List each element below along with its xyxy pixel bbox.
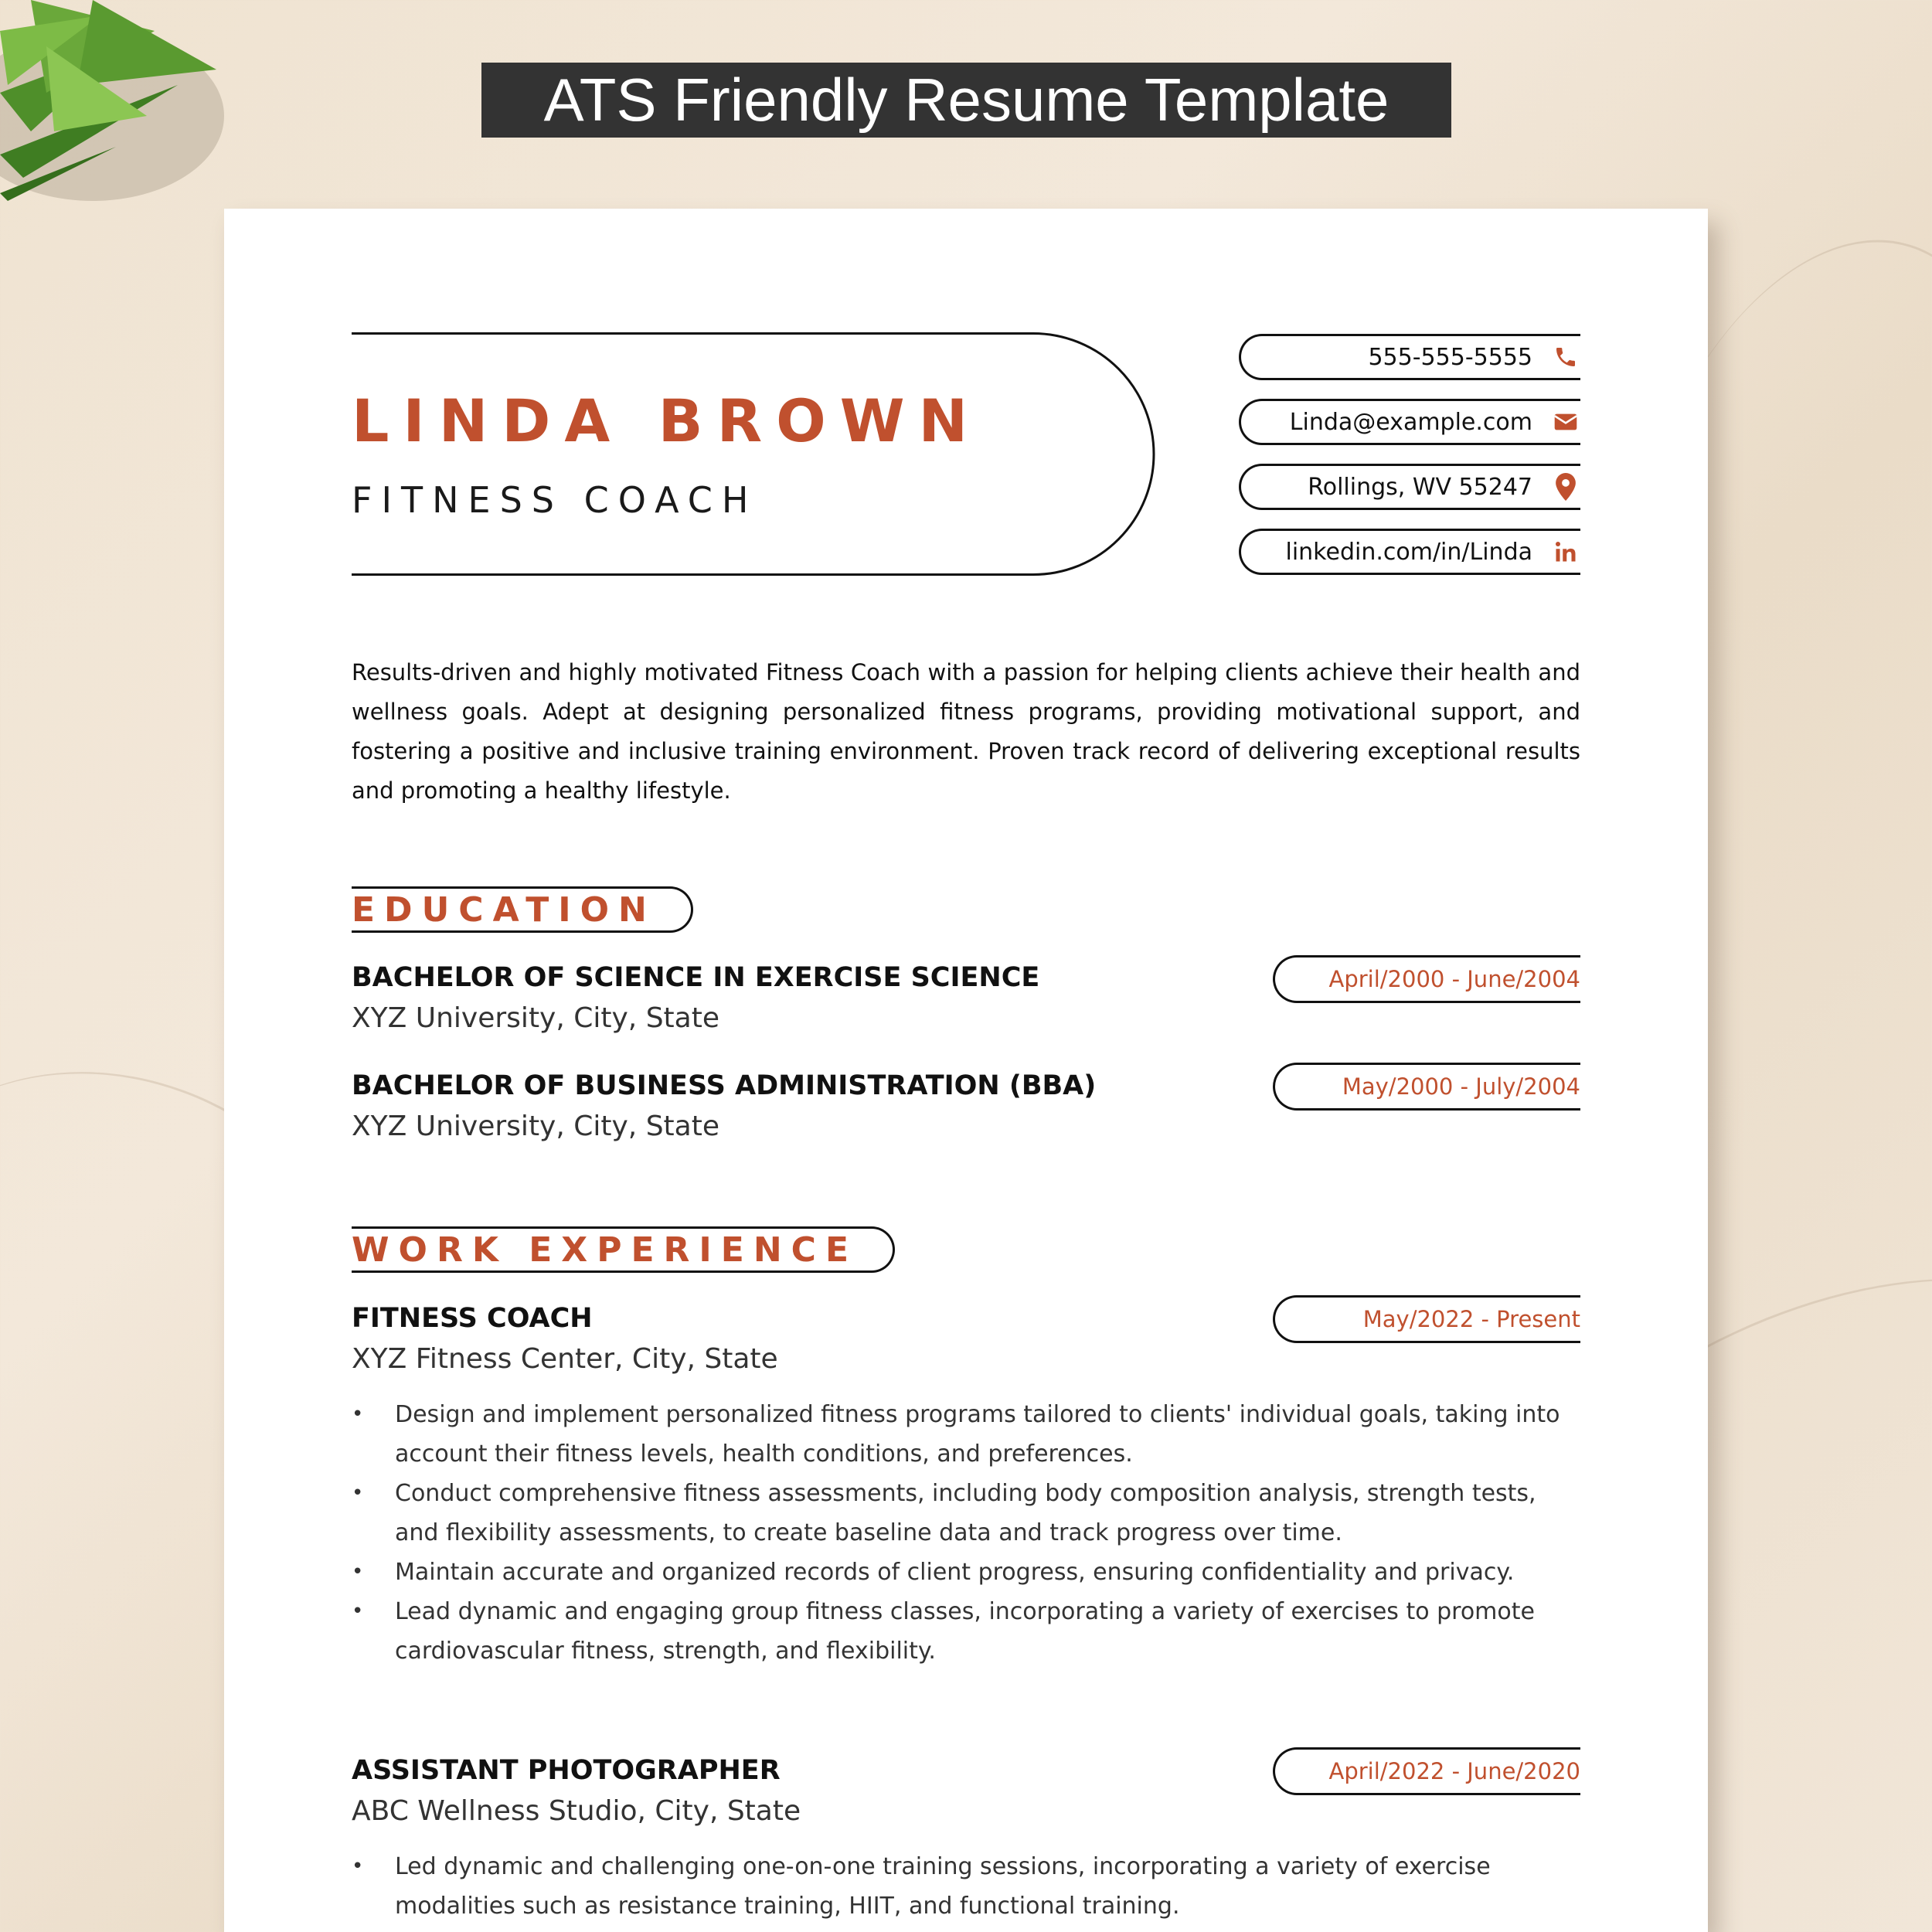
job-bullet: • Led dynamic and challenging one-on-one training sessions, incorporating a variety of exercise modalities such as resistance training, HIIT, and functional training. — [352, 1847, 1580, 1926]
job-bullet-list — [352, 1395, 1580, 1671]
education-school: XYZ University, City, State — [352, 1002, 719, 1034]
linkedin-icon — [1551, 537, 1580, 566]
contact-location[interactable] — [1239, 464, 1580, 510]
phone-icon — [1551, 342, 1580, 372]
job-company: ABC Wellness Studio, City, State — [352, 1795, 801, 1827]
job-bullet: • Lead dynamic and engaging group fitness classes, incorporating a variety of exercises to promote cardiovascular fitness, strength, and flexibility. — [352, 1592, 1580, 1671]
experience-heading-pill — [352, 1226, 895, 1273]
contact-email[interactable] — [1239, 399, 1580, 445]
job-dates-pill — [1273, 1295, 1580, 1343]
job-bullet-list — [352, 1847, 1580, 1926]
contact-email-text: Linda@example.com — [1289, 408, 1532, 436]
contact-phone[interactable] — [1239, 334, 1580, 380]
candidate-name: LINDA BROWN — [352, 386, 982, 455]
education-degree: BACHELOR OF SCIENCE IN EXERCISE SCIENCE — [352, 962, 1040, 993]
education-dates: April/2000 - June/2004 — [1328, 966, 1580, 992]
job-title: ASSISTANT PHOTOGRAPHER — [352, 1755, 781, 1786]
job-dates-pill — [1273, 1747, 1580, 1795]
education-heading: EDUCATION — [352, 889, 656, 930]
job-dates: May/2022 - Present — [1362, 1306, 1580, 1332]
candidate-title: FITNESS COACH — [352, 479, 758, 521]
contact-linkedin[interactable] — [1239, 529, 1580, 575]
education-heading-pill — [352, 886, 693, 933]
profile-summary: Results-driven and highly motivated Fitness Coach with a passion for helping clients achieve their health and wellness goals. Adept at designing personalized fitness programs, providing motivational support, and fostering a positive and inclusive training environment. Proven track record of delivering exceptional results and promoting a healthy lifestyle. — [352, 659, 1580, 804]
contact-phone-text: 555-555-5555 — [1368, 343, 1532, 371]
education-school: XYZ University, City, State — [352, 1111, 719, 1142]
education-dates-pill — [1273, 955, 1580, 1003]
map-pin-icon — [1551, 472, 1580, 502]
contact-linkedin-text: linkedin.com/in/Linda — [1285, 538, 1532, 566]
contact-location-text: Rollings, WV 55247 — [1308, 473, 1532, 501]
job-bullet: • Design and implement personalized fitness programs tailored to clients' individual goals, taking into account their fitness levels, health conditions, and preferences. — [352, 1395, 1580, 1474]
education-dates-pill — [1273, 1063, 1580, 1111]
banner-title: ATS Friendly Resume Template — [481, 63, 1451, 138]
job-bullet: • Conduct comprehensive fitness assessments, including body composition analysis, strength tests, and flexibility assessments, to create baseline data and track progress over time. — [352, 1474, 1580, 1553]
job-title: FITNESS COACH — [352, 1303, 593, 1334]
education-dates: May/2000 - July/2004 — [1342, 1073, 1580, 1100]
education-degree: BACHELOR OF BUSINESS ADMINISTRATION (BBA) — [352, 1070, 1097, 1101]
job-company: XYZ Fitness Center, City, State — [352, 1343, 778, 1375]
envelope-icon — [1551, 407, 1580, 437]
job-dates: April/2022 - June/2020 — [1328, 1758, 1580, 1784]
plant-decoration — [0, 0, 247, 201]
job-bullet: • Maintain accurate and organized records of client progress, ensuring confidentiality and privacy. — [352, 1553, 1580, 1592]
experience-heading: WORK EXPERIENCE — [352, 1230, 858, 1270]
